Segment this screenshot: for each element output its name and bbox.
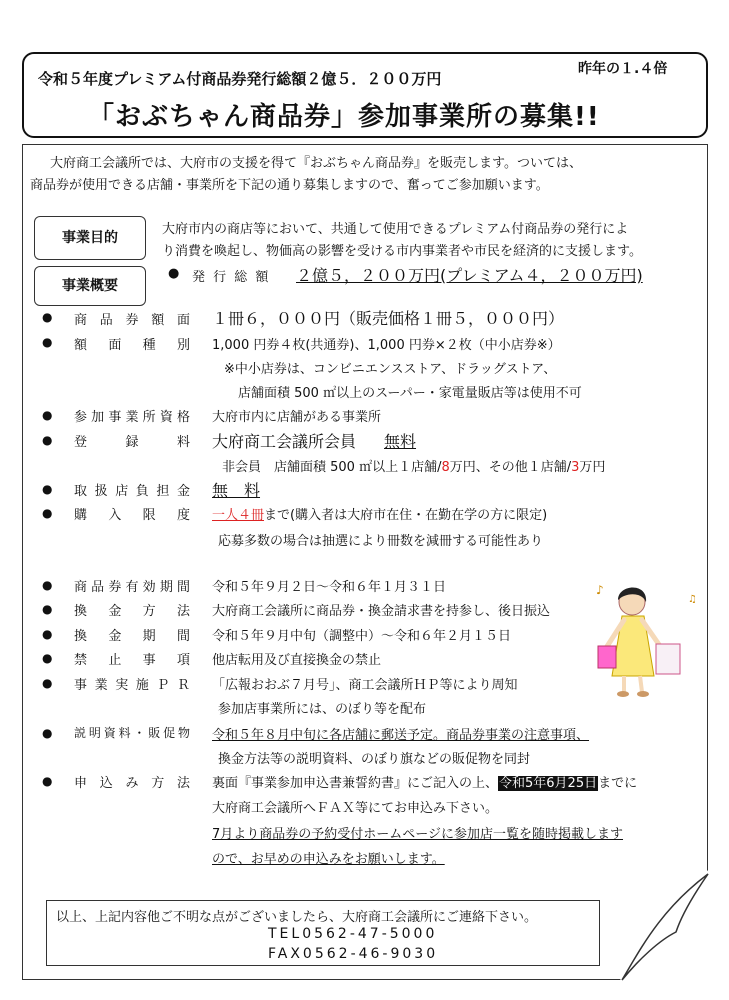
purpose-tag: 事業目的 bbox=[34, 216, 146, 260]
ex-period-value: 令和５年９月中旬（調整中）～令和６年２月１５日 bbox=[212, 629, 512, 644]
svg-text:♫: ♫ bbox=[688, 594, 697, 605]
bullet-icon: ● bbox=[42, 774, 53, 788]
purpose-text-2: り消費を喚起し、物価高の影響を受ける市内事業者や市民を経済的に支援します。 bbox=[162, 244, 642, 259]
method-value: 大府商工会議所に商品券・換金請求書を持参し、後日振込 bbox=[212, 604, 551, 619]
apply-line-2: 大府商工会議所へＦＡＸ等にてお申込み下さい。 bbox=[212, 801, 499, 816]
pr-label: 事業実施ＰＲ bbox=[74, 678, 190, 693]
pr-value: 「広報おおぶ７月号」、商工会議所ＨＰ等により周知 bbox=[212, 678, 518, 693]
kind-note-1: ※中小店券は、コンビニエンスストア、ドラッグストア、 bbox=[224, 362, 557, 377]
face-value: １冊６，０００円（販売価格１冊５，０００円） bbox=[212, 309, 565, 328]
limit-label: 購入限度 bbox=[74, 508, 190, 523]
header-ratio-note: 昨年の１.４倍 bbox=[578, 61, 668, 77]
qual-value: 大府市内に店舗がある事業所 bbox=[212, 410, 382, 425]
qual-label: 参加事業所資格 bbox=[74, 410, 190, 425]
bullet-icon: ● bbox=[168, 266, 180, 281]
total-label: 発 行 総 額 bbox=[192, 270, 271, 285]
total-value: ２億５，２００万円(プレミアム４，２００万円) bbox=[296, 266, 643, 285]
fee-label: 登録料 bbox=[74, 435, 190, 450]
shopping-woman-illustration bbox=[596, 572, 706, 700]
page-curl-icon bbox=[620, 870, 710, 982]
ex-period-label: 換金期間 bbox=[74, 629, 190, 644]
forbid-label: 禁止事項 bbox=[74, 653, 190, 668]
period-label: 商品券有効期間 bbox=[74, 580, 190, 595]
bullet-icon: ● bbox=[42, 726, 53, 740]
forbid-value: 他店転用及び直接換金の禁止 bbox=[212, 653, 382, 668]
intro-line-1: 大府商工会議所では、大府市の支援を得て『おぶちゃん商品券』を販売します。ついては、 bbox=[50, 156, 582, 171]
bullet-icon: ● bbox=[42, 408, 53, 422]
fee-nonmember: 非会員 店舗面積 500 ㎡以上１店舗/8万円、その他１店舗/3万円 bbox=[222, 460, 606, 475]
bullet-icon: ● bbox=[42, 651, 53, 665]
material-note: 換金方法等の説明資料、のぼり旗などの販促物を同封 bbox=[218, 752, 531, 767]
page-title: 「おぶちゃん商品券」参加事業所の募集!! bbox=[88, 102, 600, 132]
apply-label: 申込み方法 bbox=[74, 776, 190, 791]
kind-value: 1,000 円券４枚(共通券)、1,000 円券×２枚（中小店券※） bbox=[212, 338, 561, 353]
header-total-line: 令和５年度プレミアム付商品券発行総額２億５．２００万円 bbox=[38, 70, 442, 88]
burden-value: 無 料 bbox=[212, 481, 261, 500]
method-label: 換金方法 bbox=[74, 604, 190, 619]
material-label: 説明資料・販促物 bbox=[74, 726, 190, 740]
bullet-icon: ● bbox=[42, 433, 53, 447]
purpose-text-1: 大府市内の商店等において、共通して使用できるプレミアム付商品券の発行によ bbox=[162, 222, 629, 237]
bullet-icon: ● bbox=[42, 310, 53, 324]
bullet-icon: ● bbox=[42, 482, 53, 496]
period-value: 令和５年９月２日～令和６年１月３１日 bbox=[212, 580, 447, 595]
contact-text: 以上、上記内容他ご不明な点がございましたら、大府商工会議所にご連絡下さい。 bbox=[56, 910, 538, 925]
fee-free: 無料 bbox=[384, 432, 417, 451]
burden-label: 取扱店負担金 bbox=[74, 484, 190, 499]
apply-line-3: 7月より商品券の予約受付ホームページに参加店一覧を随時掲載します bbox=[212, 827, 624, 842]
apply-line-4: ので、お早めの申込みをお願いします。 bbox=[212, 852, 445, 867]
limit-value: 一人４冊まで(購入者は大府市在住・在勤在学の方に限定) bbox=[212, 508, 548, 523]
apply-line-1: 裏面『事業参加申込書兼誓約書』にご記入の上、令和5年6月25日までに bbox=[212, 776, 638, 791]
material-value: 令和５年８月中旬に各店舗に郵送予定。商品券事業の注意事項、 bbox=[212, 728, 590, 743]
kind-note-2: 店舗面積 500 ㎡以上のスーパー・家電量販店等は使用不可 bbox=[238, 386, 582, 401]
bullet-icon: ● bbox=[42, 627, 53, 641]
bullet-icon: ● bbox=[42, 602, 53, 616]
bullet-icon: ● bbox=[42, 578, 53, 592]
fee-member: 大府商工会議所会員 bbox=[212, 432, 357, 451]
contact-tel: TEL0562-47-5000 bbox=[268, 926, 438, 942]
bullet-icon: ● bbox=[42, 676, 53, 690]
intro-line-2: 商品券が使用できる店舗・事業所を下記の通り募集しますので、奮ってご参加願います。 bbox=[30, 178, 549, 193]
pr-note: 参加店事業所には、のぼり等を配布 bbox=[218, 702, 427, 717]
bullet-icon: ● bbox=[42, 335, 53, 349]
kind-label: 額面種別 bbox=[74, 338, 190, 353]
bullet-icon: ● bbox=[42, 506, 53, 520]
svg-text:♪: ♪ bbox=[596, 583, 604, 597]
limit-note: 応募多数の場合は抽選により冊数を減冊する可能性あり bbox=[218, 534, 544, 549]
contact-fax: FAX0562-46-9030 bbox=[268, 946, 439, 962]
face-label: 商品券額面 bbox=[74, 313, 190, 328]
overview-tag: 事業概要 bbox=[34, 266, 146, 306]
